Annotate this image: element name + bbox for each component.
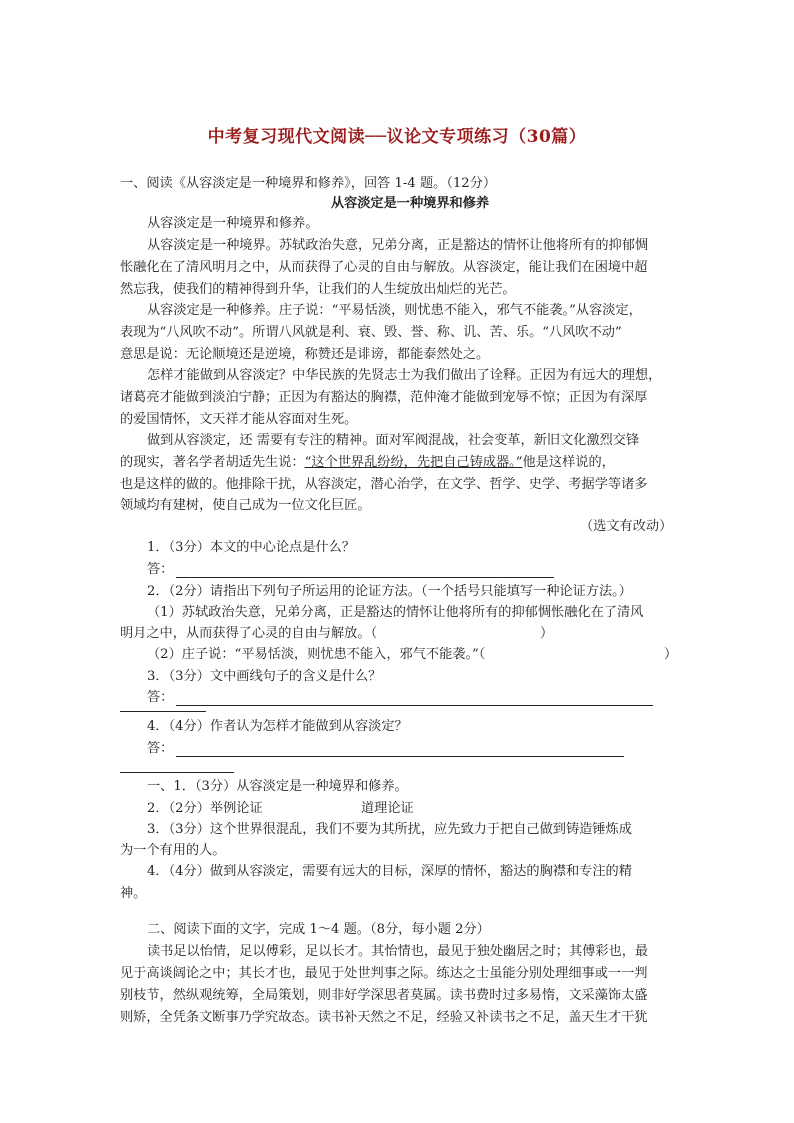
- section2-line: 别枝节，然纵观统筹，全局策划，则非好学深思者莫属。读书费时过多易惰，文采藻饰太盛: [120, 988, 648, 1003]
- paragraph-5-line: 做到从容淡定，还 需要有专注的精神。面对军阀混战，社会变革，新旧文化激烈交锋: [147, 433, 640, 448]
- answer-key-2: 2．（2分）举例论证: [147, 801, 263, 816]
- paragraph-3-line: 从容淡定是一种修养。庄子说：“平易恬淡，则忧患不能入，邪气不能袭。”从容淡定，: [147, 303, 642, 318]
- question-4: 4．（4分）作者认为怎样才能做到从容淡定？: [147, 719, 408, 734]
- paragraph-1: 从容淡定是一种境界和修养。: [147, 216, 319, 231]
- answer-key-1: 一、1．（3分）从容淡定是一种境界和修养。: [147, 779, 408, 794]
- article-title: 从容淡定是一种境界和修养: [330, 196, 490, 211]
- paragraph-5-line: 领域均有建树，使自己成为一位文化巨匠。: [120, 498, 371, 513]
- question-2-item-1: 明月之中，从而获得了心灵的自由与解放。（: [120, 626, 378, 641]
- underlined-quote: “这个世界乱纷纷，先把自己铸成器。”: [304, 455, 523, 470]
- paragraph-2-line: 从容淡定是一种境界。苏轼政治失意，兄弟分离，正是豁达的情怀让他将所有的抑郁惆: [147, 238, 649, 253]
- question-2: 2．（2分）请指出下列句子所运用的论证方法。（一个括号只能填写一种论证方法。）: [147, 584, 632, 599]
- paragraph-3-line: 意思是说：无论顺境还是逆境，称赞还是诽谤，都能泰然处之。: [120, 347, 490, 362]
- paragraph-5-text: 他是这样说的，: [522, 455, 615, 470]
- answer-key-2-second: 道理论证: [361, 801, 414, 816]
- document-title: 中考复习现代文阅读──议论文专项练习（30篇）: [207, 127, 587, 147]
- paragraph-2-line: 怅融化在了清风明月之中，从而获得了心灵的自由与解放。从容淡定，能让我们在困境中超: [120, 260, 648, 275]
- paragraph-5-line: [120, 453, 615, 473]
- paragraph-5-text: 的现实，著名学者胡适先生说：: [120, 455, 305, 470]
- source-note: （选文有改动）: [580, 519, 673, 534]
- answer-key-4: 4．（4分）做到从容淡定，需要有远大的目标，深厚的情怀，豁达的胸襟和专注的精: [147, 864, 632, 879]
- answer-line[interactable]: [120, 772, 234, 773]
- answer-label: 答：: [147, 741, 174, 756]
- paragraph-4-line: 怎样才能做到从容淡定？中华民族的先贤志士为我们做出了诠释。正因为有远大的理想，: [147, 368, 662, 383]
- paragraph-5-line: 也是这样的做的。他排除干扰，从容淡定，潜心治学，在文学、哲学、史学、考据学等诸多: [120, 477, 648, 492]
- answer-line[interactable]: [176, 756, 624, 757]
- paragraph-4-line: 诸葛亮才能做到淡泊宁静；正因为有豁达的胸襟，范仲淹才能做到宠辱不惊；正因为有深厚: [120, 390, 648, 405]
- section1-heading: 一、阅读《从容淡定是一种境界和修养》，回答 1-4 题。（12分）: [120, 176, 497, 191]
- answer-label: 答：: [147, 690, 174, 705]
- answer-key-3: 为一个有用的人。: [120, 843, 226, 858]
- question-3: 3．（3分）文中画线句子的含义是什么？: [147, 669, 382, 684]
- question-1: 1．（3分）本文的中心论点是什么？: [147, 540, 355, 555]
- answer-line[interactable]: [176, 705, 653, 706]
- section2-line: 则矫，全凭条文断事乃学究故态。读书补天然之不足，经验又补读书之不足，盖天生才干犹: [120, 1010, 648, 1025]
- paragraph-2-line: 然忘我，使我们的精神得到升华，让我们的人生绽放出灿烂的光芒。: [120, 282, 516, 297]
- answer-line[interactable]: [120, 711, 206, 712]
- section2-line: 见于高谈阔论之中；其长才也，最见于处世判事之际。练达之士虽能分别处理细事或一一判: [120, 966, 648, 981]
- section2-heading: 二、阅读下面的文字，完成 1～4 题。（8分，每小题 2分）: [147, 922, 490, 937]
- answer-label: 答：: [147, 562, 174, 577]
- paragraph-3-line: 表现为“八风吹不动”。所谓八风就是利、衰、毁、誉、称、讥、苦、乐。“八风吹不动”: [120, 325, 622, 340]
- paragraph-4-line: 的爱国情怀，文天祥才能从容面对生死。: [120, 412, 358, 427]
- section2-line: 读书足以怡情，足以傅彩，足以长才。其怡情也，最见于独处幽居之时；其傅彩也，最: [147, 944, 649, 959]
- question-2-item-1: （1）苏轼政治失意，兄弟分离，正是豁达的情怀让他将所有的抑郁惆怅融化在了清风: [147, 605, 644, 620]
- question-2-item-2: （2）庄子说：“平易恬淡，则忧患不能入，邪气不能袭。”（: [147, 647, 486, 662]
- close-paren: ）: [664, 647, 678, 662]
- answer-key-3: 3．（3分）这个世界很混乱，我们不要为其所扰，应先致力于把自己做到铸造锤炼成: [147, 822, 632, 837]
- close-paren: ）: [540, 626, 554, 641]
- answer-line[interactable]: [176, 577, 554, 578]
- answer-key-4: 神。: [120, 886, 147, 901]
